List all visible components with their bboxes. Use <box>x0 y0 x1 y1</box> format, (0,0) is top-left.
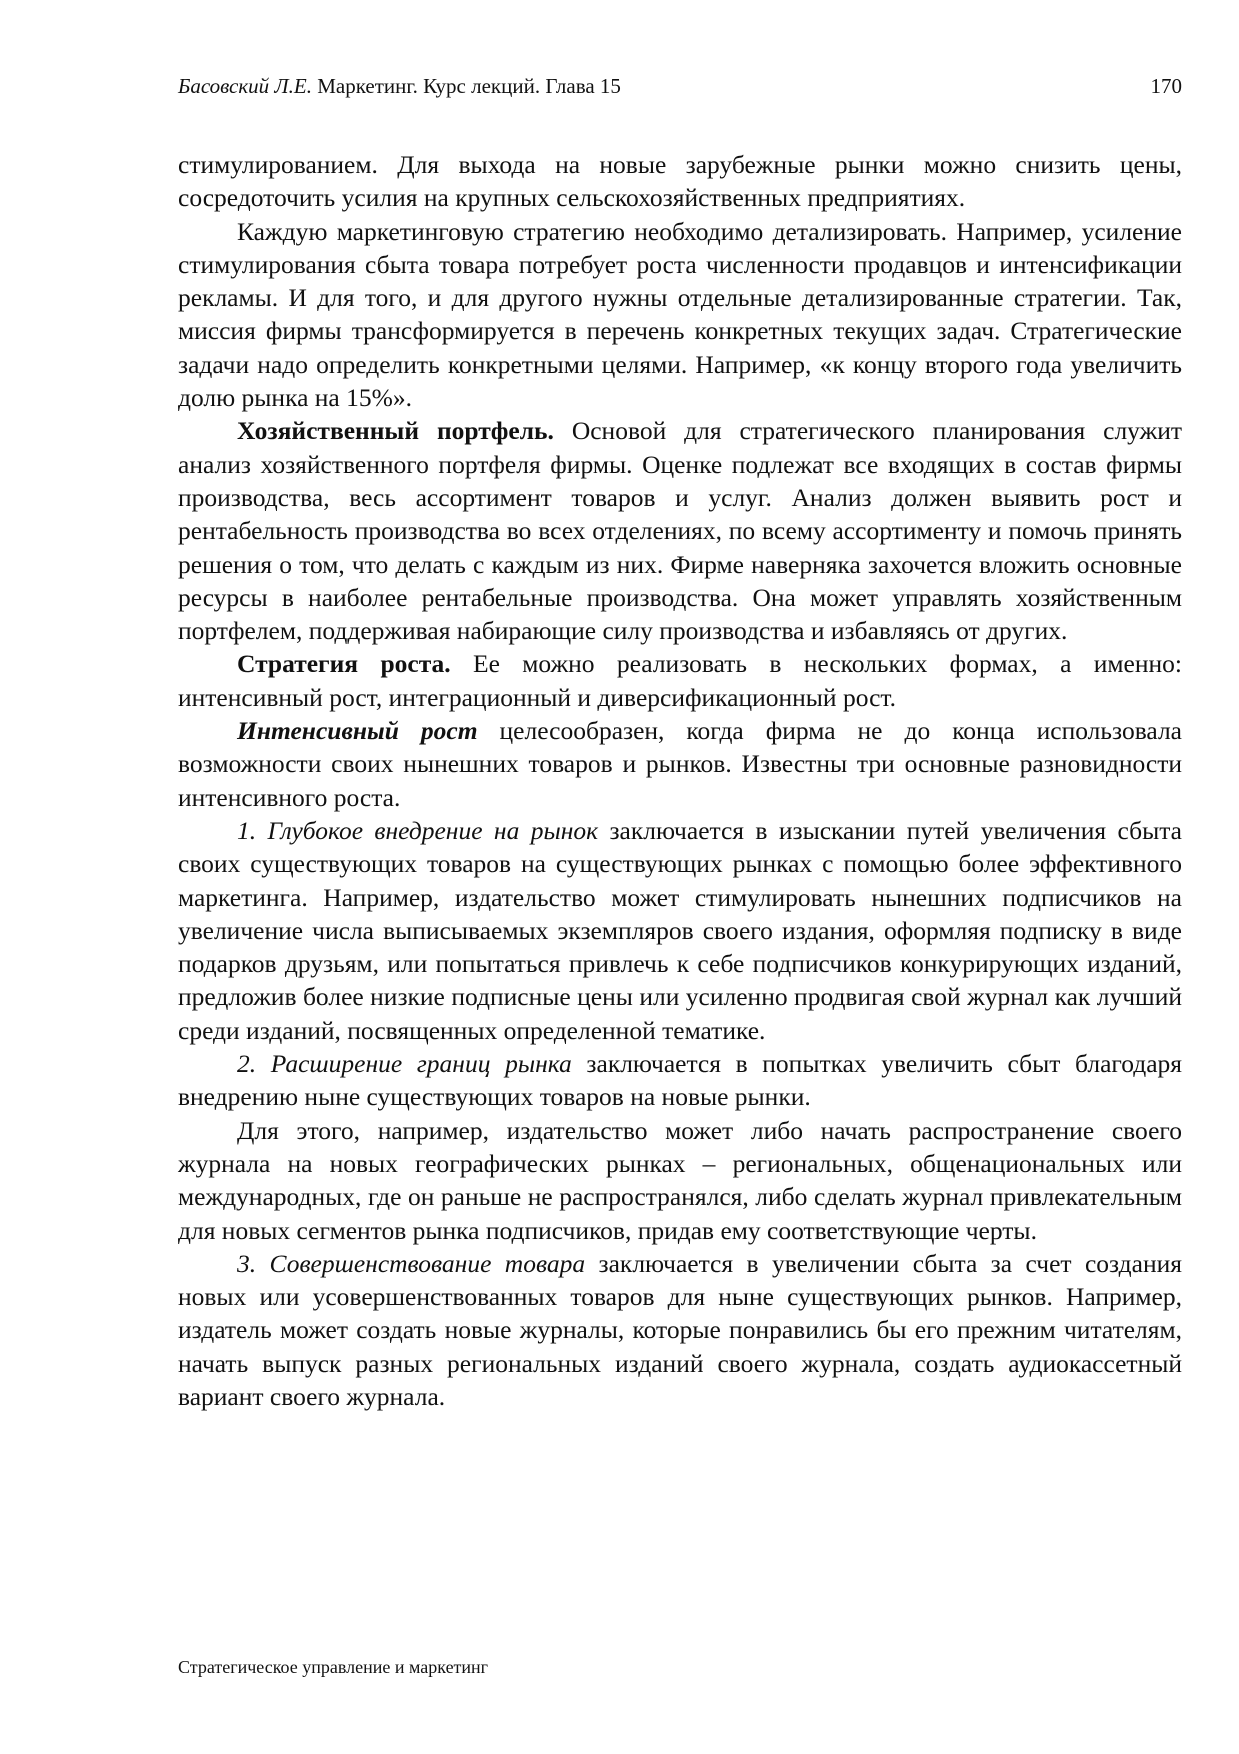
paragraph-heading: Хозяйственный портфель. <box>237 416 554 446</box>
paragraph-market-development <box>178 1047 1182 1114</box>
page-number: 170 <box>1150 74 1182 98</box>
paragraph-text: заключается в изыскании путей увеличения сбыта своих существующих товаров на существующих рынках с помощью более эффективного маркетинга. Например, издательство может стимулировать нынешних подписчиков на увеличение числа выписываемых экземпляров своего издания, оформляя подписку в виде подарков друзьям, или попытаться привлечь к себе подписчиков конкурирующих изданий, предложив более низкие подписные цены или усиленно продвигая свой журнал как лучший среди изданий, посвященных определенной тематике. <box>178 815 1182 1045</box>
paragraph-product-development <box>178 1247 1182 1413</box>
paragraph-text: заключается в попытках увеличить сбыт благодаря внедрению ныне существующих товаров на новые рынки. <box>178 1049 1182 1112</box>
paragraph-text: заключается в увеличении сбыта за счет создания новых или усовершенствованных товаров для ныне существующих рынков. Например, издатель может создать новые журналы, которые понравились бы его прежним читателям, начать выпуск разных региональных изданий своего журнала, создать аудиокассетный вариант своего журнала. <box>178 1248 1182 1411</box>
paragraph-text: Для этого, например, издательство может либо начать распространение своего журнала на новых географических рынках – региональных, общенациональных или международных, где он раньше не распространялся, либо сделать журнал привлекательным для новых сегментов рынка подписчиков, придав ему соответствующие черты. <box>178 1115 1182 1245</box>
paragraph-strategy-detail <box>178 215 1182 415</box>
paragraph-text: стимулированием. Для выхода на новые зарубежные рынки можно снизить цены, сосредоточить усилия на крупных сельскохозяйственных предприятиях. <box>178 150 1182 213</box>
paragraph-heading: 1. Глубокое внедрение на рынок <box>237 815 599 845</box>
paragraph-heading: Стратегия роста. <box>237 649 451 679</box>
header-author: Басовский Л.Е. <box>178 74 312 98</box>
paragraph-heading: 3. Совершенствование товара <box>237 1248 586 1278</box>
paragraph-growth-strategy <box>178 647 1182 714</box>
header-title: Маркетинг. Курс лекций. Глава 15 <box>311 74 621 98</box>
paragraph-market-penetration <box>178 814 1182 1047</box>
paragraph-heading: 2. Расширение границ рынка <box>237 1049 572 1079</box>
paragraph-text: целесообразен, когда фирма не до конца использовала возможности своих нынешних товаров и рынков. Известны три основные разновидности интенсивного роста. <box>178 716 1182 812</box>
running-footer: Стратегическое управление и маркетинг <box>178 1657 489 1677</box>
paragraph-continuation <box>178 148 1182 215</box>
running-header <box>178 72 1182 100</box>
body-text <box>178 148 1182 1413</box>
paragraph-heading: Интенсивный рост <box>237 716 478 746</box>
paragraph-text: Основой для стратегического планирования служит анализ хозяйственного портфеля фирмы. Оценке подлежат все входящих в состав фирмы производства, весь ассортимент товаров и услуг. Анализ должен выявить рост и рентабельность производства во всех отделениях, по всему ассортименту и помочь принять решения о том, что делать с каждым из них. Фирме наверняка захочется вложить основные ресурсы в наиболее рентабельные производства. Она может управлять хозяйственным портфелем, поддерживая набирающие силу производства и избавляясь от других. <box>178 416 1182 646</box>
paragraph-business-portfolio <box>178 414 1182 647</box>
paragraph-market-example <box>178 1114 1182 1247</box>
paragraph-intensive-growth <box>178 714 1182 814</box>
paragraph-text: Каждую маркетинговую стратегию необходимо детализировать. Например, усиление стимулирования сбыта товара потребует роста численности продавцов и интенсификации рекламы. И для того, и для другого нужны отдельные детализированные стратегии. Так, миссия фирмы трансформируется в перечень конкретных текущих задач. Стратегические задачи надо определить конкретными целями. Например, «к концу второго года увеличить долю рынка на 15%». <box>178 216 1182 413</box>
paragraph-text: Ее можно реализовать в нескольких формах, а именно: интенсивный рост, интеграционный и диверсификационный рост. <box>178 649 1182 712</box>
